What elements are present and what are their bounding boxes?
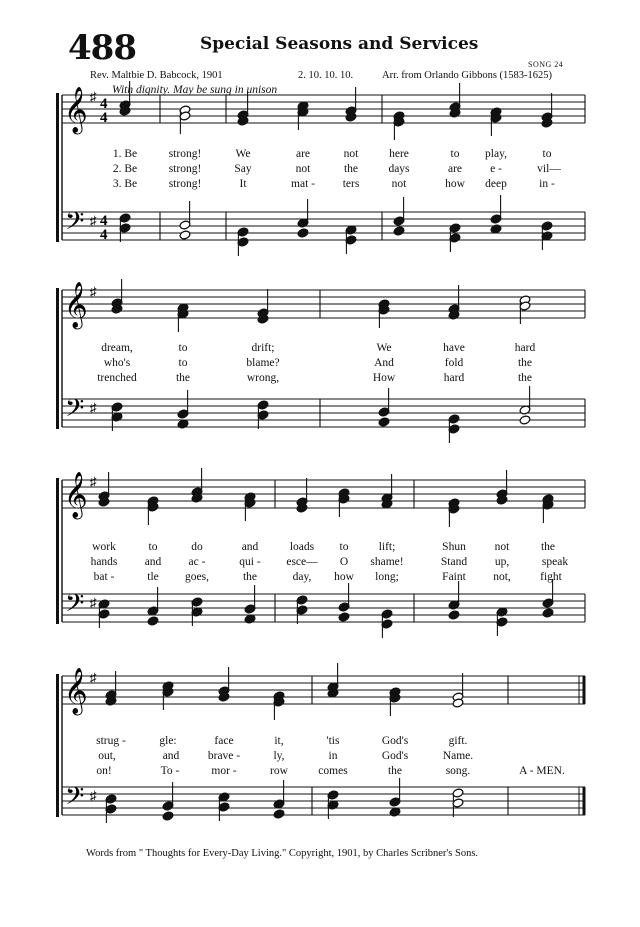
- lyric-syllable: here: [389, 148, 409, 160]
- lyric-syllable: 3. Be: [112, 178, 138, 190]
- lyric-syllable: not,: [493, 571, 511, 583]
- lyric-syllable: out,: [98, 750, 116, 762]
- lyric-syllable: gift.: [448, 735, 468, 747]
- lyric-syllable: vil—: [537, 163, 561, 175]
- sharp-icon: ♯: [90, 89, 97, 104]
- lyric-syllable: mor -: [211, 765, 237, 777]
- lyric-syllable: dream,: [101, 342, 133, 354]
- lyric-syllable: how: [334, 571, 354, 583]
- lyric-syllable: the: [343, 163, 359, 175]
- sharp-icon: ♯: [90, 213, 97, 228]
- lyric-syllable: not: [343, 148, 359, 160]
- sharp-icon: ♯: [90, 788, 97, 803]
- sharp-icon: ♯: [90, 284, 97, 299]
- lyric-syllable: It: [239, 178, 247, 190]
- lyric-syllable: not: [494, 541, 510, 553]
- lyric-syllable: bat -: [93, 571, 115, 583]
- half-note: [179, 230, 191, 240]
- lyric-syllable: lift;: [378, 541, 396, 553]
- author-credit: Rev. Maltbie D. Babcock, 1901: [90, 70, 223, 81]
- lyric-syllable: mat -: [291, 178, 315, 190]
- quarter-note: [448, 610, 460, 620]
- quarter-note: [273, 809, 285, 819]
- bass-clef-icon: 𝄢: [65, 782, 85, 817]
- lyric-syllable: strong!: [168, 148, 202, 160]
- lyric-syllable: ac -: [188, 556, 206, 568]
- lyric-syllable: have: [443, 342, 465, 354]
- lyric-syllable: Say: [234, 163, 252, 175]
- lyric-syllable: trenched: [97, 372, 137, 384]
- lyric-syllable: hard: [514, 342, 536, 354]
- lyric-syllable: it,: [274, 735, 284, 747]
- copyright-footer: Words from " Thoughts for Every-Day Living." Copyright, 1901, by Charles Scribner's Sons.: [86, 848, 479, 859]
- system-brace: [56, 288, 59, 429]
- lyric-syllable: Faint: [442, 571, 466, 583]
- sharp-icon: ♯: [90, 474, 97, 489]
- lyric-syllable: e -: [490, 163, 502, 175]
- lyric-syllable: work: [92, 541, 116, 553]
- tempo-marking: With dignity. May be sung in unison: [112, 84, 278, 96]
- system-brace: [56, 93, 59, 242]
- lyric-syllable: speak: [541, 556, 569, 568]
- treble-clef-icon: 𝄞: [64, 87, 88, 133]
- lyric-syllable: who's: [103, 357, 131, 369]
- lyric-syllable: strug -: [96, 735, 126, 747]
- lyric-syllable: 'tis: [326, 735, 340, 747]
- lyric-syllable: and: [162, 750, 180, 762]
- song-label: SONG 24: [528, 60, 564, 69]
- lyric-syllable: row: [270, 765, 288, 777]
- lyric-syllable: gle:: [159, 735, 177, 747]
- lyric-syllable: play,: [485, 148, 507, 160]
- lyric-syllable: To -: [160, 765, 180, 777]
- lyric-syllable: and: [241, 541, 259, 553]
- lyric-syllable: strong!: [168, 178, 202, 190]
- section-title: Special Seasons and Services: [200, 34, 479, 54]
- lyric-syllable: the: [540, 541, 556, 553]
- lyric-syllable: God's: [381, 750, 409, 762]
- time-sig-top: 4: [100, 96, 108, 112]
- lyric-syllable: are: [447, 163, 463, 175]
- lyric-syllable: O: [339, 556, 349, 568]
- lyric-syllable: strong!: [168, 163, 202, 175]
- lyric-syllable: goes,: [185, 571, 209, 583]
- lyric-syllable: And: [374, 357, 394, 369]
- lyric-syllable: 1. Be: [112, 148, 138, 160]
- lyric-syllable: Name.: [442, 750, 474, 762]
- treble-clef-icon: 𝄞: [64, 282, 88, 328]
- lyric-syllable: hands: [90, 556, 118, 568]
- lyric-syllable: days: [388, 163, 410, 175]
- lyric-syllable: to: [542, 148, 552, 160]
- half-note: [519, 415, 531, 425]
- bass-clef-icon: 𝄢: [65, 207, 85, 242]
- lyric-syllable: are: [295, 148, 311, 160]
- lyric-syllable: on!: [96, 765, 112, 777]
- lyric-syllable: Shun: [442, 541, 466, 553]
- lyric-syllable: to: [339, 541, 349, 553]
- lyric-syllable: ly,: [273, 750, 285, 762]
- lyric-syllable: deep: [485, 178, 507, 190]
- arranger-credit: Arr. from Orlando Gibbons (1583-1625): [382, 70, 553, 81]
- quarter-note: [338, 612, 350, 622]
- treble-clef-icon: 𝄞: [64, 668, 88, 714]
- lyric-syllable: fight: [540, 571, 562, 583]
- system-brace: [56, 478, 59, 624]
- time-sig-bottom: 4: [100, 110, 108, 126]
- quarter-note: [378, 417, 390, 427]
- bass-clef-icon: 𝄢: [65, 589, 85, 624]
- lyric-syllable: not: [391, 178, 407, 190]
- lyric-syllable: to: [178, 342, 188, 354]
- lyric-syllable: God's: [381, 735, 409, 747]
- lyric-syllable: to: [178, 357, 188, 369]
- treble-clef-icon: 𝄞: [64, 472, 88, 518]
- lyric-syllable: 2. Be: [112, 163, 138, 175]
- lyric-syllable: We: [376, 342, 392, 354]
- quarter-note: [162, 811, 174, 821]
- lyric-syllable: blame?: [246, 357, 280, 369]
- sharp-icon: ♯: [90, 670, 97, 685]
- lyric-syllable: the: [387, 765, 403, 777]
- lyric-syllable: shame!: [370, 556, 404, 568]
- lyric-syllable: Stand: [440, 556, 468, 568]
- sharp-icon: ♯: [90, 400, 97, 415]
- lyric-syllable: hard: [443, 372, 465, 384]
- hymn-number: 488: [68, 28, 136, 68]
- lyric-syllable: to: [148, 541, 158, 553]
- lyric-syllable: ters: [342, 178, 360, 190]
- lyric-syllable: in -: [539, 178, 555, 190]
- lyric-syllable: drift;: [251, 342, 275, 354]
- lyric-syllable: long;: [375, 571, 399, 583]
- lyric-syllable: wrong,: [246, 372, 280, 384]
- system-brace: [56, 674, 59, 817]
- lyric-syllable: the: [175, 372, 191, 384]
- time-sig-bottom: 4: [100, 227, 108, 243]
- quarter-note: [297, 228, 309, 238]
- lyric-syllable: loads: [289, 541, 315, 553]
- lyric-syllable: face: [214, 735, 234, 747]
- lyric-syllable: day,: [292, 571, 312, 583]
- time-sig-top: 4: [100, 213, 108, 229]
- lyric-syllable: brave -: [207, 750, 241, 762]
- lyric-syllable: do: [191, 541, 203, 553]
- lyric-syllable: the: [517, 372, 533, 384]
- lyric-syllable: how: [445, 178, 465, 190]
- lyric-syllable: and: [144, 556, 162, 568]
- lyric-syllable: up,: [494, 556, 510, 568]
- lyric-syllable: to: [450, 148, 460, 160]
- quarter-note: [542, 608, 554, 618]
- lyric-syllable: tle: [147, 571, 159, 583]
- lyric-syllable: qui -: [239, 556, 261, 568]
- bass-clef-icon: 𝄢: [65, 394, 85, 429]
- lyric-syllable: in: [328, 750, 338, 762]
- lyric-syllable: How: [372, 372, 396, 384]
- quarter-note: [147, 616, 159, 626]
- lyric-syllable: the: [242, 571, 258, 583]
- sharp-icon: ♯: [90, 595, 97, 610]
- lyric-syllable: fold: [444, 357, 464, 369]
- lyric-syllable: not: [295, 163, 311, 175]
- lyric-syllable: A - MEN.: [519, 765, 565, 777]
- lyric-syllable: We: [235, 148, 251, 160]
- meter-label: 2. 10. 10. 10.: [298, 70, 354, 81]
- lyric-syllable: esce—: [286, 556, 318, 568]
- lyric-syllable: song.: [445, 765, 471, 777]
- quarter-note: [393, 226, 405, 236]
- lyric-syllable: comes: [318, 765, 348, 777]
- lyric-syllable: the: [517, 357, 533, 369]
